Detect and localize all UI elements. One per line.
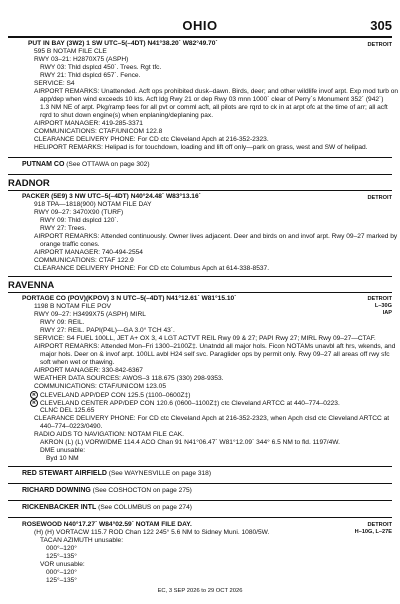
navaid-remark-line: 000°–120° bbox=[46, 569, 77, 576]
elevation-line: 595 B NOTAM FILE CLE bbox=[34, 48, 107, 55]
section-rule bbox=[8, 466, 392, 467]
clearance-line: 440–774–0223/0490. bbox=[40, 423, 103, 430]
section-rule bbox=[8, 517, 392, 518]
navaid-remark-line: 125°–135° bbox=[46, 577, 77, 584]
clearance-line: CLEARANCE DELIVERY PHONE: For CD ctc Columbus Apch at 614-338-8537. bbox=[34, 265, 270, 272]
runway-line: RWY 03–21: H2870X75 (ASPH) bbox=[34, 56, 129, 63]
region-label: DETROIT bbox=[367, 195, 392, 201]
navaid-remark-line: 125°–135° bbox=[46, 553, 77, 560]
navaid-line: (H) (H) VORTACW 115.7 ROD Chan 122 245° 5.6 NM to Sidney Muni. 1080/5W. bbox=[34, 529, 270, 536]
page-number: 305 bbox=[370, 18, 392, 33]
runway-line: RWY 09–27: H3499X75 (ASPH) MIRL bbox=[34, 311, 146, 318]
rosewood-navaid-name: ROSEWOOD N40°17.27´ W84°02.59´ NOTAM FILE DAY. bbox=[22, 521, 192, 528]
section-rule bbox=[8, 500, 392, 501]
region-labels: DETROIT H–10G, L–27E bbox=[354, 522, 392, 535]
radio-aids-line: RADIO AIDS TO NAVIGATION: NOTAM FILE CAK. bbox=[34, 431, 184, 438]
clearance-delivery-freq: CLNC DEL 125.65 bbox=[40, 407, 95, 414]
remarks-line: AIRPORT REMARKS: Attended continuously. Owner lives adjacent. Deer and birds on and invof arpt. Rwy 09–27 marked by bbox=[34, 233, 398, 240]
section-rule bbox=[8, 174, 392, 175]
remarks-line: major hols. Deer on & invof arpt. 100LL avbl H24 self svc. Paraglider ops by permit only. Rwy 09–27 all areas off rwy sfc bbox=[40, 351, 390, 358]
manager-line: AIRPORT MANAGER: 419-285-3371 bbox=[34, 120, 143, 127]
runway-end-line: RWY 09: REIL. bbox=[40, 319, 85, 326]
cross-reference-richard-downing: RICHARD DOWNING (See COSHOCTON on page 275) bbox=[22, 487, 192, 494]
cross-reference-putnam-co: PUTNAM CO (See OTTAWA on page 302) bbox=[22, 161, 150, 168]
radar-r-icon: R bbox=[30, 399, 38, 407]
section-rule bbox=[8, 157, 392, 158]
section-rule bbox=[8, 292, 392, 293]
portage-co-airport-name: PORTAGE CO (POV)(KPOV) 3 N UTC–5(–4DT) N41°12.61´ W81°15.10´ bbox=[22, 295, 237, 302]
communications-line: COMMUNICATIONS: CTAF/UNICOM 122.8 bbox=[34, 128, 163, 135]
section-rule bbox=[8, 190, 392, 191]
remarks-line: soft when wet or thawing. bbox=[40, 359, 115, 366]
runway-end-line: RWY 21: Thld dsplcd 657´. Fence. bbox=[40, 72, 141, 79]
clearance-line: CLEARANCE DELIVERY PHONE: For CD ctc Cleveland Apch at 216-352-2323, when Apch clsd ctc Cleveland ARTCC at bbox=[34, 415, 390, 422]
remarks-line: rqrd to shut down engine(s) when enplaning/deplaning pax. bbox=[40, 112, 214, 119]
navaid-remark-line: Byd 10 NM bbox=[46, 455, 79, 462]
approach-control-line: R CLEVELAND APP/DEP CON 125.5 (1100–0600Z‡) bbox=[30, 391, 190, 400]
remarks-line: orange traffic cones. bbox=[40, 241, 100, 248]
communications-line: COMMUNICATIONS: CTAF/UNICOM 123.05 bbox=[34, 383, 167, 390]
clearance-line: CLEARANCE DELIVERY PHONE: For CD ctc Cleveland Apch at 216-352-2323. bbox=[34, 136, 269, 143]
service-line: SERVICE: S4 bbox=[34, 80, 75, 87]
elevation-line: 918 TPA—1818(900) NOTAM FILE DAY bbox=[34, 201, 152, 208]
navaid-remark-line: 000°–120° bbox=[46, 545, 77, 552]
put-in-bay-airport-name: PUT IN BAY (3W2) 1 SW UTC–5(–4DT) N41°38.20´ W82°49.70´ bbox=[28, 40, 218, 47]
runway-line: RWY 09–27: 3470X90 (TURF) bbox=[34, 209, 124, 216]
navaid-line: AKRON (L) (L) VORW/DME 114.4 ACO Chan 91 N41°06.47´ W81°12.09´ 344° 6.5 NM to fld. 1197/4W. bbox=[40, 439, 340, 446]
runway-end-line: RWY 03: Thld dsplcd 450´. Trees. Rgt tfc. bbox=[40, 64, 162, 71]
remarks-line: 1.3 NM NE of arpt. Pkg/ramp fees for all pvt or comml acft, all pilots are rqrd to ck in at arpt ofc at the time of arr; all acft bbox=[40, 104, 388, 111]
header-rule bbox=[8, 36, 392, 38]
state-title: OHIO bbox=[182, 18, 218, 33]
section-rule bbox=[8, 276, 392, 277]
runway-end-line: RWY 09: Thld dsplcd 120´. bbox=[40, 217, 119, 224]
navaid-remark-line: TACAN AZIMUTH unusable: bbox=[40, 537, 124, 544]
runway-end-line: RWY 27: REIL. PAPI(P4L)—GA 3.0° TCH 43´. bbox=[40, 327, 175, 334]
page-header bbox=[8, 18, 392, 34]
section-rule bbox=[8, 483, 392, 484]
elevation-line: 1198 B NOTAM FILE POV bbox=[34, 303, 112, 310]
heliport-remarks-line: HELIPORT REMARKS: Helipad is for touchdown, loading and lift off only—park on grass, west and SW of helipad. bbox=[34, 144, 368, 151]
navaid-remark-line: VOR unusable: bbox=[40, 561, 85, 568]
page-footer: EC, 3 SEP 2026 to 29 OCT 2026 bbox=[157, 588, 243, 594]
city-heading: RAVENNA bbox=[8, 280, 55, 291]
manager-line: AIRPORT MANAGER: 740-494-2554 bbox=[34, 249, 143, 256]
navaid-remark-line: DME unusable: bbox=[40, 447, 86, 454]
service-line: SERVICE: S4 FUEL 100LL, JET A+ OX 3, 4 LGT ACTVT REIL Rwy 09 & 27; PAPI Rwy 27; MIRL Rwy 09–27—CTAF. bbox=[34, 335, 376, 342]
runway-end-line: RWY 27: Trees. bbox=[40, 225, 87, 232]
cross-reference-rickenbacker: RICKENBACKER INTL (See COLUMBUS on page 274) bbox=[22, 504, 192, 511]
remarks-line: AIRPORT REMARKS: Attended Mon–Fri 1300–2100Z‡. Unatndd all major hols. Ficon NOTAMs unavbl aft hrs, wkends, and bbox=[34, 343, 396, 350]
remarks-line: AIRPORT REMARKS: Unattended. Acft ops prohibited dusk–dawn. Birds, deer; and other wildlife invof arpt. Exp mod turb on bbox=[34, 88, 399, 95]
radar-r-icon: R bbox=[30, 391, 38, 399]
packer-airport-name: PACKER (5E9) 3 NW UTC–5(–4DT) N40°24.48´ W83°13.16´ bbox=[22, 193, 201, 200]
manager-line: AIRPORT MANAGER: 330-842-6367 bbox=[34, 367, 143, 374]
region-label: DETROIT bbox=[367, 42, 392, 48]
communications-line: COMMUNICATIONS: CTAF 122.9 bbox=[34, 257, 134, 264]
weather-data-line: WEATHER DATA SOURCES: AWOS–3 118.675 (330) 298-9353. bbox=[34, 375, 224, 382]
center-approach-line: R CLEVELAND CENTER APP/DEP CON 120.6 (0600–1100Z‡) ctc Cleveland ARTCC at 440–774–0223. bbox=[30, 399, 340, 408]
city-heading: RADNOR bbox=[8, 178, 50, 189]
region-labels: DETROIT L–30G IAP bbox=[367, 296, 392, 316]
cross-reference-red-stewart: RED STEWART AIRFIELD (See WAYNESVILLE on page 318) bbox=[22, 470, 212, 477]
remarks-line: app/dep when wind exceeds 10 kts. Acft ldg Rwy 21 or dep Rwy 03 mnn 1000´ clear of Perry´s Monument 352´ (942´) bbox=[40, 96, 384, 103]
